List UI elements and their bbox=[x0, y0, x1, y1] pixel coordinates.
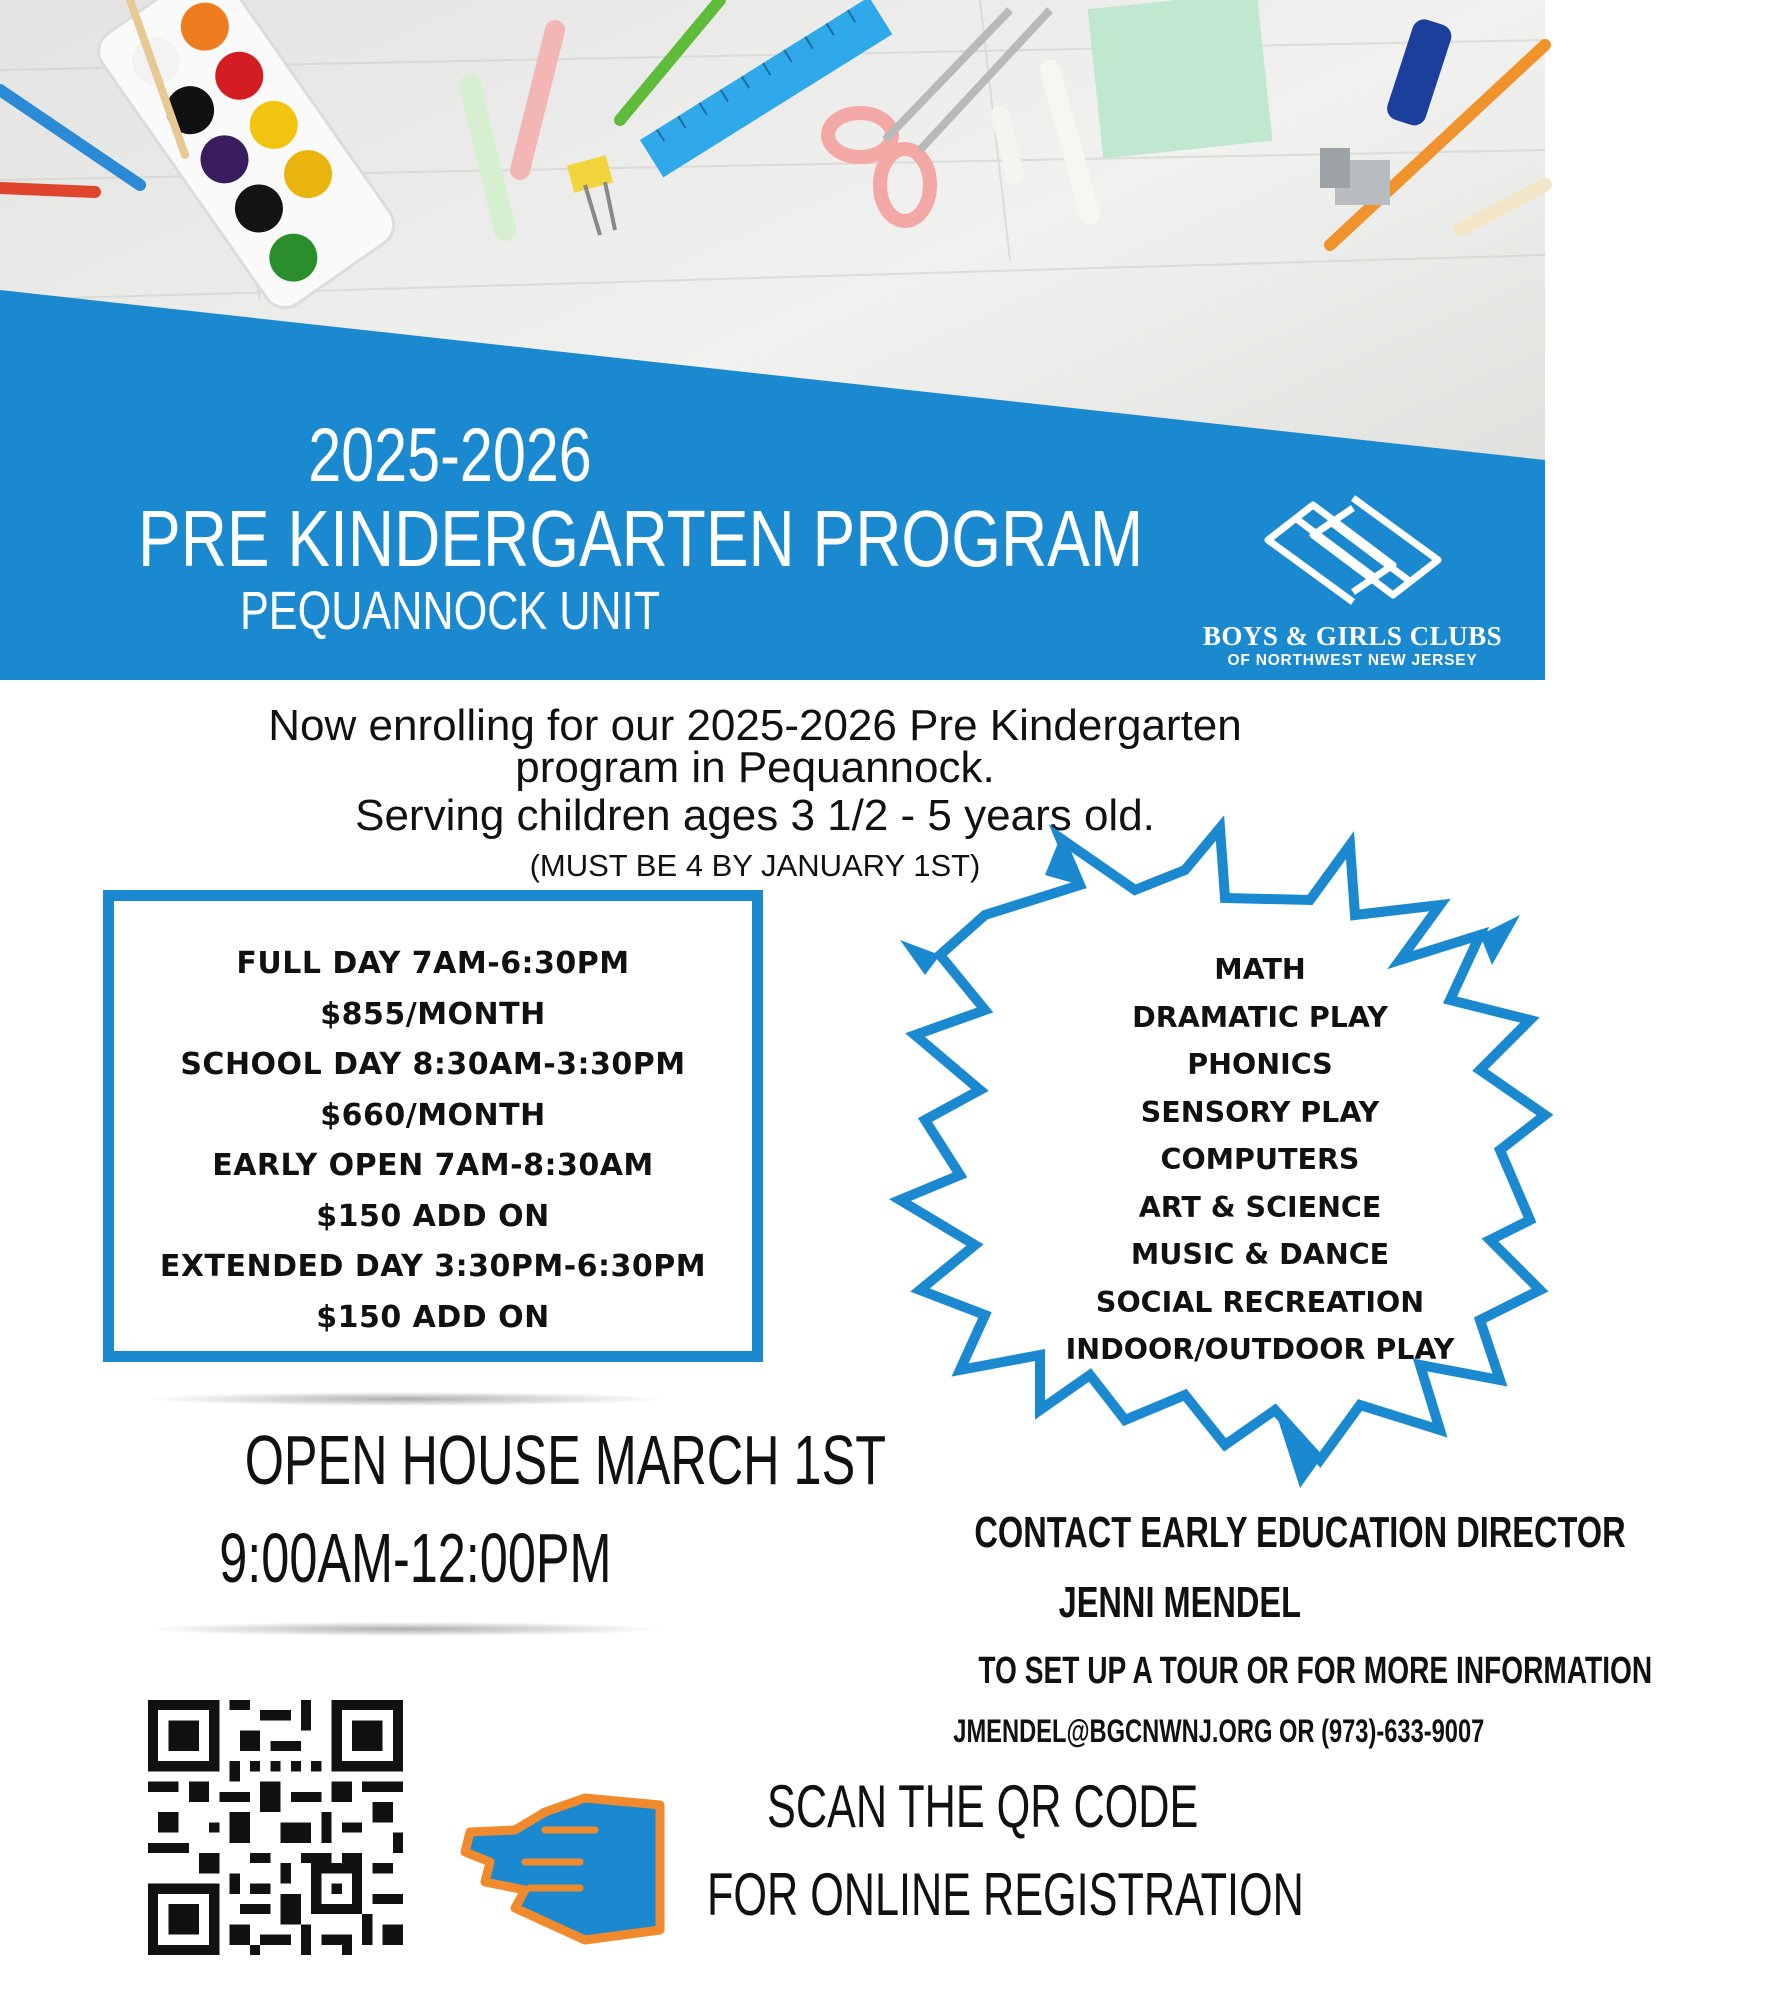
open-house-time: 9:00AM-12:00PM bbox=[218, 1519, 612, 1597]
pricing-item: EXTENDED DAY 3:30PM-6:30PM bbox=[159, 1249, 707, 1284]
pricing-item: $855/MONTH bbox=[320, 996, 546, 1032]
activity-item: COMPUTERS bbox=[1160, 1143, 1360, 1176]
pricing-item: EARLY OPEN 7AM-8:30AM bbox=[212, 1148, 654, 1183]
contact-heading: CONTACT EARLY EDUCATION DIRECTOR bbox=[974, 1508, 1626, 1557]
divider-shadow bbox=[150, 1622, 660, 1636]
enrollment-intro bbox=[80, 701, 1430, 840]
contact-info bbox=[860, 1498, 1653, 1758]
activities-list bbox=[1000, 946, 1520, 1374]
activity-item: MATH bbox=[1214, 953, 1306, 986]
scan-instruction: SCAN THE QR CODE bbox=[767, 1773, 1199, 1840]
pricing-item: SCHOOL DAY 8:30AM-3:30PM bbox=[180, 1047, 686, 1082]
program-name: PRE KINDERGARTEN PROGRAM bbox=[138, 494, 1144, 583]
activity-item: ART & SCIENCE bbox=[1138, 1190, 1382, 1224]
boys-girls-clubs-hands-icon bbox=[1253, 490, 1453, 610]
contact-name: JENNI MENDEL bbox=[1058, 1578, 1302, 1627]
contact-email-phone[interactable]: JMENDEL@BGCNWNJ.ORG OR (973)-633-9007 bbox=[953, 1713, 1485, 1749]
club-name: BOYS & GIRLS CLUBS bbox=[1202, 621, 1503, 651]
pricing-list bbox=[114, 901, 752, 1343]
pricing-item: FULL DAY 7AM-6:30PM bbox=[236, 946, 630, 981]
activity-item: DRAMATIC PLAY bbox=[1132, 1000, 1388, 1034]
pricing-item: $150 ADD ON bbox=[316, 1299, 550, 1335]
pricing-item: $660/MONTH bbox=[320, 1097, 546, 1133]
intro-line: program in Pequannock. bbox=[515, 743, 995, 792]
activity-item: PHONICS bbox=[1187, 1048, 1333, 1081]
activity-item: SOCIAL RECREATION bbox=[1095, 1285, 1425, 1319]
contact-purpose: TO SET UP A TOUR OR FOR MORE INFORMATION bbox=[978, 1650, 1653, 1692]
program-unit: PEQUANNOCK UNIT bbox=[239, 581, 661, 641]
activity-item: INDOOR/OUTDOOR PLAY bbox=[1065, 1333, 1455, 1366]
open-house-date: OPEN HOUSE MARCH 1ST bbox=[244, 1421, 887, 1499]
club-logo bbox=[1180, 490, 1525, 670]
age-requirement-note: (MUST BE 4 BY JANUARY 1ST) bbox=[529, 848, 981, 883]
divider-shadow bbox=[150, 1392, 660, 1406]
intro-line: Serving children ages 3 1/2 - 5 years old. bbox=[355, 791, 1155, 840]
pricing-box bbox=[103, 890, 763, 1362]
sticky-paper bbox=[1088, 0, 1273, 158]
registration-instruction: FOR ONLINE REGISTRATION bbox=[707, 1861, 1304, 1928]
pricing-item: $150 ADD ON bbox=[316, 1198, 550, 1234]
program-year: 2025-2026 bbox=[308, 413, 592, 498]
intro-line: Now enrolling for our 2025-2026 Pre Kindergarten bbox=[268, 701, 1242, 750]
club-region: OF NORTHWEST NEW JERSEY bbox=[1227, 652, 1478, 669]
activity-item: MUSIC & DANCE bbox=[1130, 1238, 1390, 1271]
program-title bbox=[60, 413, 1144, 641]
activity-item: SENSORY PLAY bbox=[1140, 1095, 1380, 1129]
registration-qr-code[interactable] bbox=[148, 1700, 403, 1955]
pointing-hand-icon bbox=[455, 1790, 665, 1945]
